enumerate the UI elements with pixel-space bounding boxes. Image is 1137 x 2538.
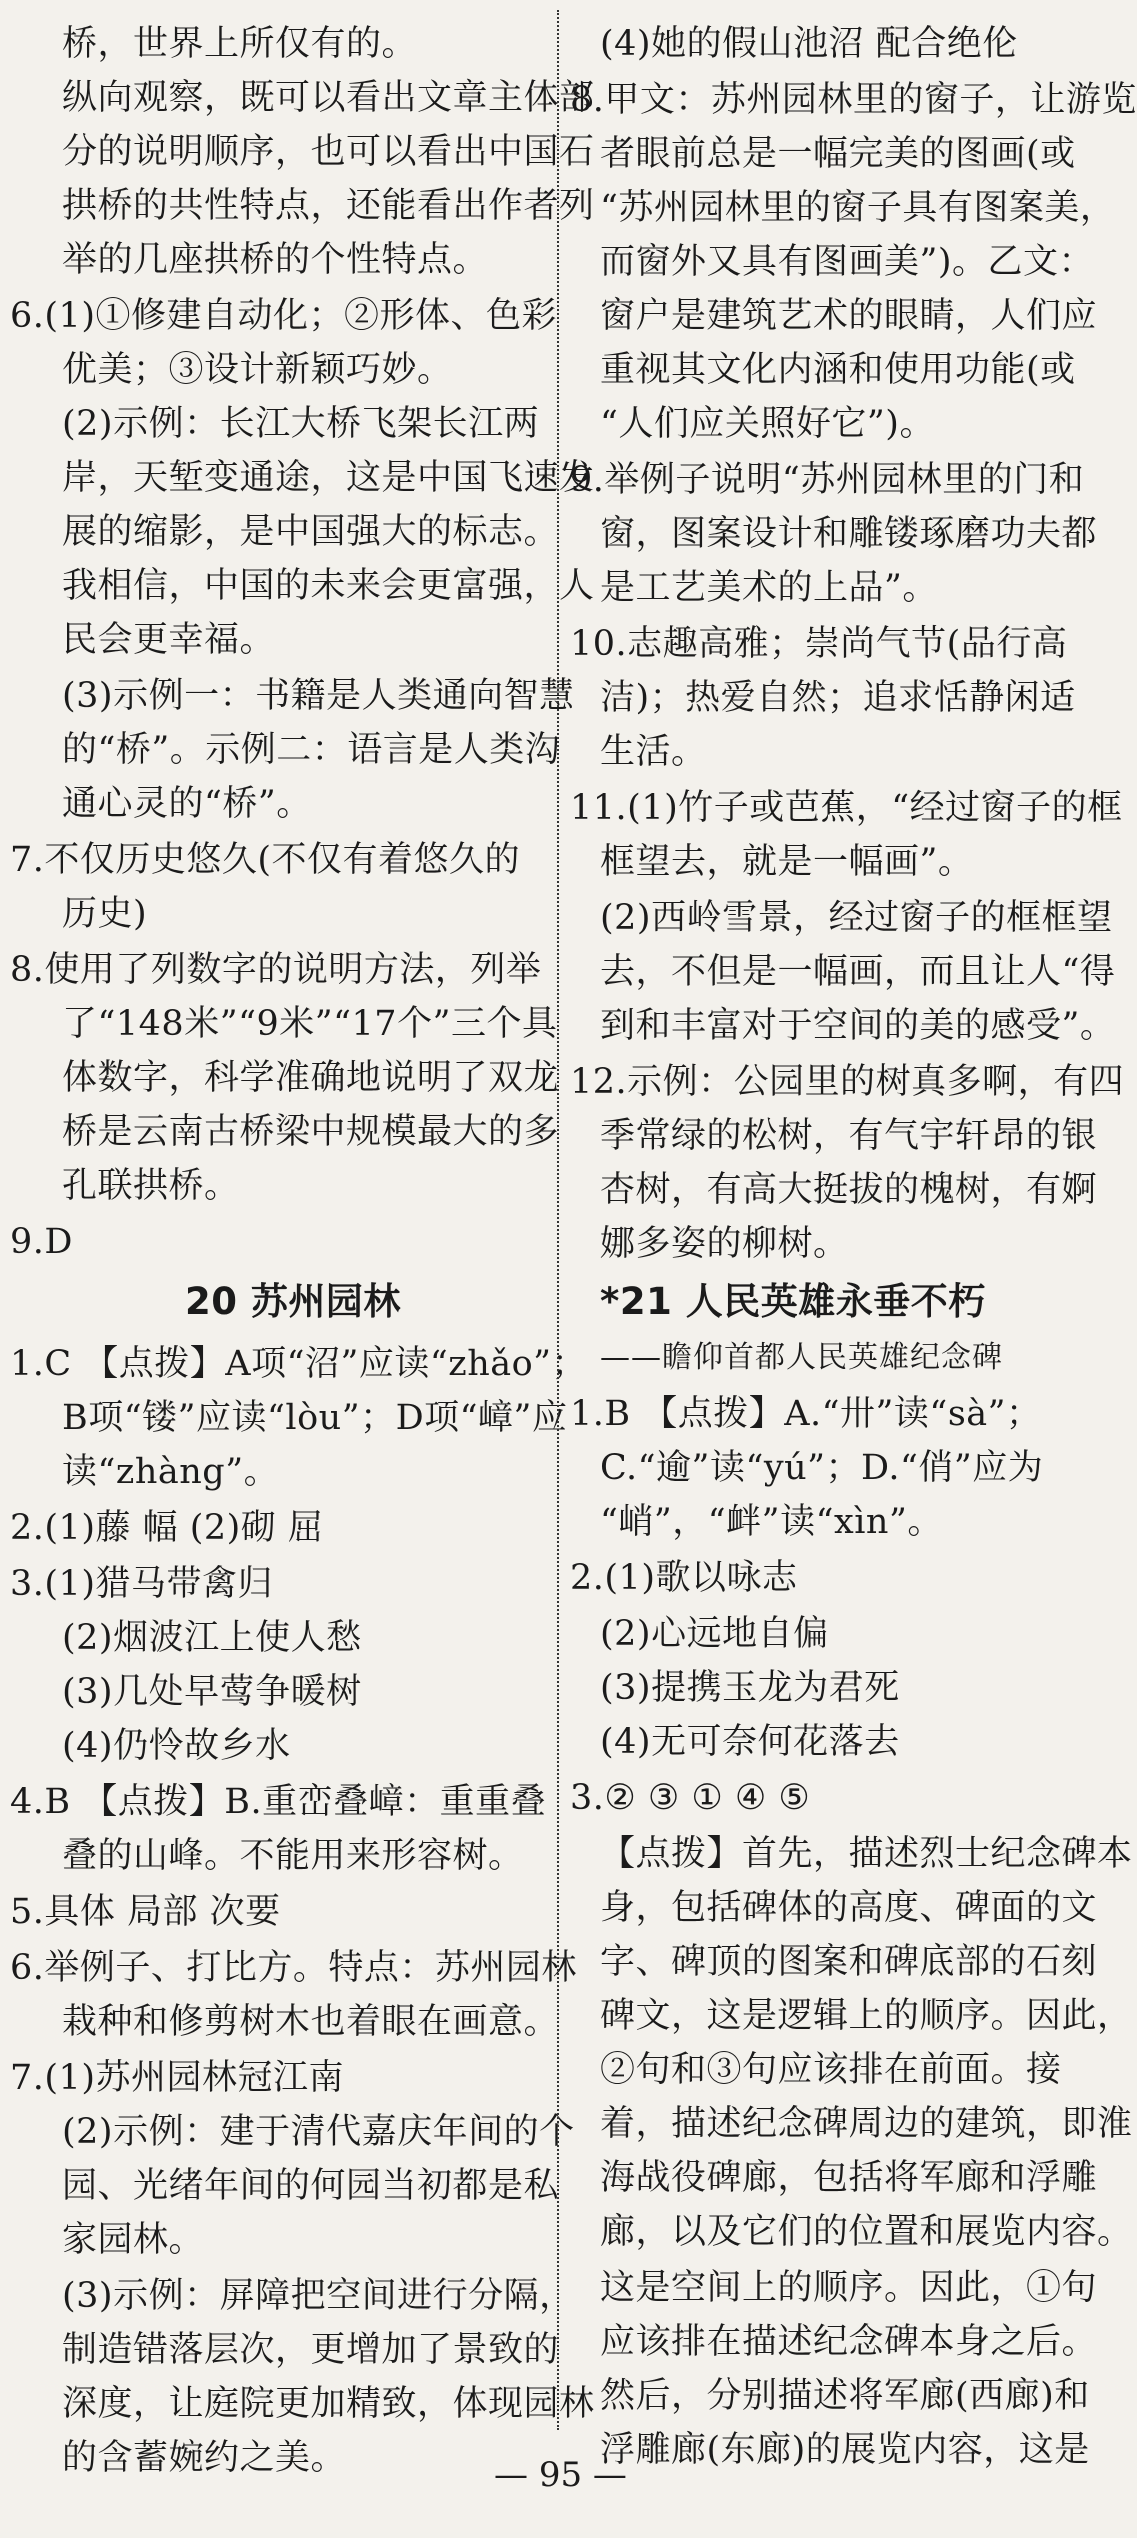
text-line: (2)烟波江上使人愁 [62,1618,362,1658]
text-line: (3)示例一：书籍是人类通向智慧 [62,676,575,716]
text-line: 7.(1)苏州园林冠江南 [10,2058,344,2098]
text-line: “人们应关照好它”)。 [600,404,935,444]
text-line: 季常绿的松树，有气宇轩昂的银 [600,1116,1098,1156]
text-line: 展的缩影，是中国强大的标志。 [62,512,560,552]
text-line: 纵向观察，既可以看出文章主体部 [62,78,595,118]
text-line: 孔联拱桥。 [62,1166,240,1206]
text-line: 6.举例子、打比方。特点：苏州园林 [10,1948,577,1988]
text-line: 通心灵的“桥”。 [62,784,312,824]
text-line: 读“zhàng”。 [62,1452,280,1492]
text-line: 这是空间上的顺序。因此，①句 [600,2268,1098,2308]
text-line: 4.B 【点拨】B.重峦叠嶂：重重叠 [10,1782,547,1822]
text-line: 12.示例：公园里的树真多啊，有四 [570,1062,1125,1102]
text-line: 3.② ③ ① ④ ⑤ [570,1778,811,1818]
text-line: “苏州园林里的窗子具有图案美， [600,188,1116,228]
text-line: (3)提携玉龙为君死 [600,1668,900,1708]
text-line: 桥是云南古桥梁中规模最大的多 [62,1112,560,1152]
text-line: 字、碑顶的图案和碑底部的石刻 [600,1942,1098,1982]
text-line: 去，不但是一幅画，而且让人“得 [600,952,1116,992]
text-line: 廊，以及它们的位置和展览内容。 [600,2212,1133,2252]
text-line: 生活。 [600,732,707,772]
text-line: C.“逾”读“yú”；D.“俏”应为 [600,1448,1044,1488]
text-line: 窗，图案设计和雕镂琢磨功夫都 [600,514,1098,554]
text-line: 体数字，科学准确地说明了双龙 [62,1058,560,1098]
text-line: 举的几座拱桥的个性特点。 [62,240,489,280]
text-line: 分的说明顺序，也可以看出中国石 [62,132,595,172]
text-line: 然后，分别描述将军廊(西廊)和 [600,2376,1090,2416]
text-line: 而窗外又具有图画美”)。乙文： [600,242,1095,282]
text-line: 我相信，中国的未来会更富强，人 [62,566,595,606]
text-line: 浮雕廊(东廊)的展览内容，这是 [600,2430,1090,2470]
text-line: 的含蓄婉约之美。 [62,2438,347,2478]
text-line: 着，描述纪念碑周边的建筑，即淮 [600,2104,1133,2144]
right-column [560,0,1137,2470]
text-line: 【点拨】首先，描述烈士纪念碑本 [600,1834,1133,1874]
text-line: 栽种和修剪树木也着眼在画意。 [62,2002,560,2042]
text-line: 园、光绪年间的何园当初都是私 [62,2166,560,2206]
text-line: (2)心远地自偏 [600,1614,829,1654]
text-line: 桥，世界上所仅有的。 [62,24,418,64]
text-line: 7.不仅历史悠久(不仅有着悠久的 [10,840,521,880]
text-line: 岸，天堑变通途，这是中国飞速发 [62,458,595,498]
text-line: 是工艺美术的上品”。 [600,568,938,608]
text-line: (4)仍怜故乡水 [62,1726,291,1766]
text-line: 拱桥的共性特点，还能看出作者列 [62,186,595,226]
page-number: — 95 — [494,2455,627,2495]
section-subtitle: ——瞻仰首都人民英雄纪念碑 [600,1340,1003,1375]
text-line: 杏树，有高大挺拔的槐树，有婀 [600,1170,1098,1210]
text-line: 11.(1)竹子或芭蕉，“经过窗子的框 [570,788,1123,828]
text-line: 5.具体 局部 次要 [10,1892,281,1932]
text-line: 身，包括碑体的高度、碑面的文 [600,1888,1098,1928]
text-line: B项“镂”应读“lòu”；D项“嶂”应 [62,1398,568,1438]
text-line: 8.甲文：苏州园林里的窗子，让游览 [570,80,1137,120]
section-heading: *21 人民英雄永垂不朽 [600,1280,986,1323]
text-line: 到和丰富对于空间的美的感受”。 [600,1006,1116,1046]
text-line: 制造错落层次，更增加了景致的 [62,2330,560,2370]
text-line: 8.使用了列数字的说明方法，列举 [10,950,542,990]
text-line: 6.(1)①修建自动化；②形体、色彩 [10,296,557,336]
text-line: 框望去，就是一幅画”。 [600,842,974,882]
text-line: 2.(1)藤 幅 (2)砌 屈 [10,1508,324,1548]
text-line: (3)几处早莺争暖树 [62,1672,362,1712]
text-line: 1.B 【点拨】A.“卅”读“sà”； [570,1394,1042,1434]
text-line: 叠的山峰。不能用来形容树。 [62,1836,524,1876]
text-line: 民会更幸福。 [62,620,276,660]
text-line: 9.D [10,1222,73,1262]
text-line: 娜多姿的柳树。 [600,1224,849,1264]
text-line: (4)她的假山池沼 配合绝伦 [600,24,1018,64]
text-line: 优美；③设计新颖巧妙。 [62,350,453,390]
text-line: 家园林。 [62,2220,205,2260]
text-line: 洁)；热爱自然；追求恬静闲适 [600,678,1076,718]
text-line: 10.志趣高雅；崇尚气节(品行高 [570,624,1068,664]
text-line: 海战役碑廊，包括将军廊和浮雕 [600,2158,1098,2198]
text-line: 窗户是建筑艺术的眼睛，人们应 [600,296,1098,336]
text-line: (2)示例：建于清代嘉庆年间的个 [62,2112,575,2152]
text-line: 者眼前总是一幅完美的图画(或 [600,134,1076,174]
text-line: 深度，让庭院更加精致，体现园林 [62,2384,595,2424]
text-line: 的“桥”。示例二：语言是人类沟 [62,730,561,770]
text-line: ②句和③句应该排在前面。接 [600,2050,1062,2090]
text-line: 3.(1)猎马带禽归 [10,1564,273,1604]
text-line: (3)示例：屏障把空间进行分隔， [62,2276,575,2316]
text-line: 2.(1)歌以咏志 [570,1558,798,1598]
text-line: 应该排在描述纪念碑本身之后。 [600,2322,1098,2362]
column-divider [557,10,559,2430]
text-line: 9.举例子说明“苏州园林里的门和 [570,460,1085,500]
text-line: 了“148米”“9米”“17个”三个具 [62,1004,558,1044]
section-heading: 20 苏州园林 [185,1280,401,1323]
text-line: 重视其文化内涵和使用功能(或 [600,350,1076,390]
text-line: 1.C 【点拨】A项“沼”应读“zhǎo”； [10,1344,588,1384]
text-line: (2)西岭雪景，经过窗子的框框望 [600,898,1113,938]
text-line: 碑文，这是逻辑上的顺序。因此， [600,1996,1133,2036]
text-line: “峭”，“衅”读“xìn”。 [600,1502,943,1542]
text-line: (2)示例：长江大桥飞架长江两 [62,404,540,444]
text-line: 历史) [62,894,148,934]
text-line: (4)无可奈何花落去 [600,1722,900,1762]
